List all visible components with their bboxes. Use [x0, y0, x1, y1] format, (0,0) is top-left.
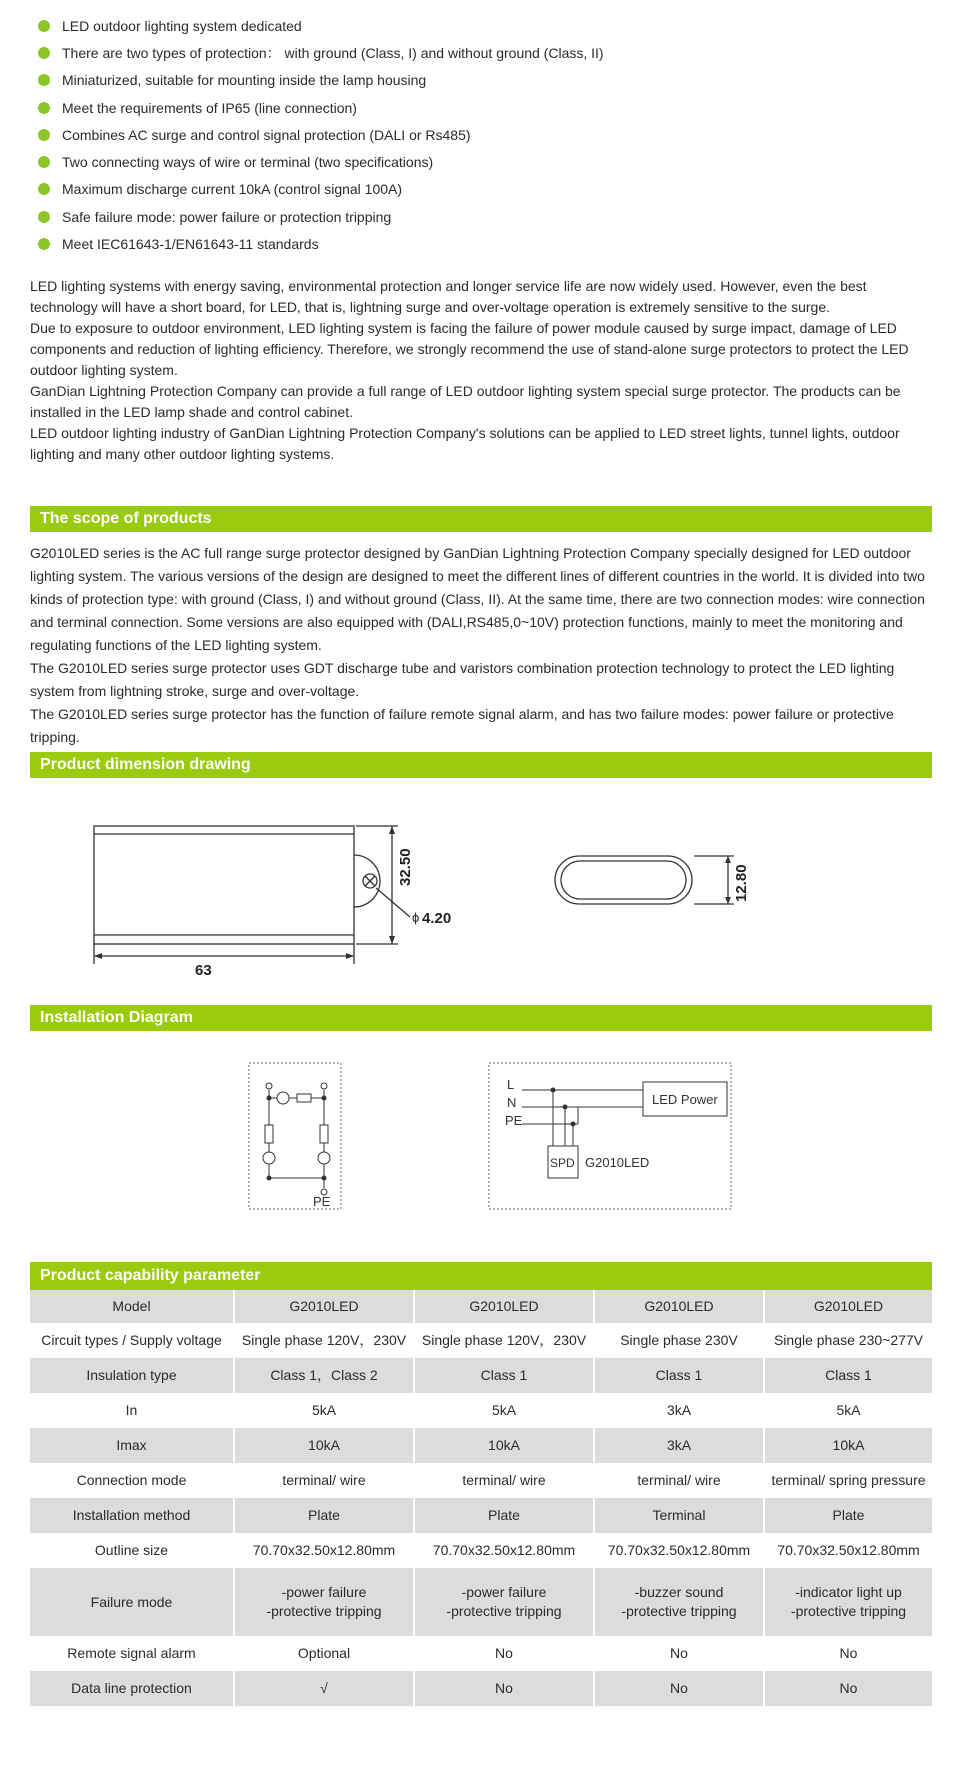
terminal [321, 1083, 327, 1089]
table-cell: Outline size [30, 1533, 234, 1568]
table-cell: Single phase 230V [594, 1323, 764, 1358]
table-cell: Installation method [30, 1498, 234, 1533]
table-row [30, 1671, 932, 1706]
table-cell: G2010LED [594, 1290, 764, 1323]
table-cell: 3kA [594, 1428, 764, 1463]
table-cell: Class 1 [764, 1358, 932, 1393]
feature-text: Maximum discharge current 10kA (control signal 100A) [62, 181, 403, 198]
side-outline-outer [555, 856, 692, 904]
table-cell: G2010LED [414, 1290, 594, 1323]
table-cell: √ [234, 1671, 414, 1706]
table-cell: No [594, 1636, 764, 1671]
feature-text: There are two types of protection： with ground (Class, I) and without ground (Class, II) [62, 44, 604, 61]
housing-outline [94, 826, 354, 944]
side-outline-inner [561, 861, 686, 899]
table-cell: Single phase 120V，230V [234, 1323, 414, 1358]
width-label: 63 [195, 962, 212, 979]
dimension-arrow [725, 856, 731, 863]
table-cell: No [594, 1671, 764, 1706]
junction-dot [267, 1176, 272, 1181]
gdt-symbol [263, 1152, 275, 1164]
feature-text: Combines AC surge and control signal protection (DALI or Rs485) [62, 126, 471, 143]
feature-text: Meet the requirements of IP65 (line connection) [62, 99, 357, 116]
table-cell: Class 1 [594, 1358, 764, 1393]
table-cell: 10kA [234, 1428, 414, 1463]
junction-dot [551, 1088, 556, 1093]
table-cell: 70.70x32.50x12.80mm [594, 1533, 764, 1568]
terminal [266, 1083, 272, 1089]
table-cell: terminal/ wire [594, 1463, 764, 1498]
table-cell: 10kA [764, 1428, 932, 1463]
dimension-arrow [389, 826, 395, 834]
table-row [30, 1568, 932, 1636]
installation-schematic [489, 1063, 731, 1209]
line-label-n: N [507, 1095, 517, 1110]
fuse-symbol [297, 1094, 311, 1102]
feature-text: LED outdoor lighting system dedicated [62, 17, 302, 34]
table-cell: G2010LED [764, 1290, 932, 1323]
thickness-label: 12.80 [733, 864, 750, 902]
table-cell: Remote signal alarm [30, 1636, 234, 1671]
table-row [30, 1533, 932, 1568]
junction-dot [571, 1122, 576, 1127]
table-cell: -indicator light up -protective tripping [764, 1568, 932, 1636]
table-cell: terminal/ wire [234, 1463, 414, 1498]
scope-paragraph: The G2010LED series surge protector has the function of failure remote signal alarm, and has two failure modes: power failure or protective tripping. [30, 706, 894, 745]
table-cell: Optional [234, 1636, 414, 1671]
table-cell: -power failure -protective tripping [414, 1568, 594, 1636]
table-cell: 5kA [836, 1402, 861, 1418]
intro-paragraph: GanDian Lightning Protection Company can provide a full range of LED outdoor lighting system special surge protector. The products can be installed in the LED lamp shade and control cabinet. [30, 383, 901, 420]
intro-paragraph: LED outdoor lighting industry of GanDian Lightning Protection Company's solutions can be applied to LED street lights, tunnel lights, outdoor lighting and many other outdoor lighting systems. [30, 425, 900, 462]
table-row [30, 1636, 932, 1671]
spd-label: SPD [550, 1156, 575, 1170]
table-cell: Insulation type [30, 1358, 234, 1393]
table-cell: terminal/ spring pressure [771, 1472, 926, 1488]
pe-label: PE [313, 1194, 331, 1209]
table-row [30, 1393, 932, 1428]
table-cell: G2010LED [234, 1290, 414, 1323]
section-header-installation: Installation Diagram [30, 1005, 932, 1031]
table-row [30, 1358, 932, 1393]
table-cell: Single phase 230~277V [773, 1332, 924, 1348]
table-cell: Plate [764, 1498, 932, 1533]
section-header-dimension: Product dimension drawing [30, 752, 932, 778]
hole-leader-line [376, 888, 410, 917]
dimension-arrow [389, 936, 395, 944]
line-label-l: L [507, 1077, 515, 1092]
dimension-arrow [725, 897, 731, 904]
table-cell: -power failure -protective tripping [234, 1568, 414, 1636]
junction-dot [563, 1105, 568, 1110]
feature-text: Two connecting ways of wire or terminal (two specifications) [62, 154, 434, 171]
intro-paragraph: LED lighting systems with energy saving, environmental protection and longer service life are now widely used. However, even the best technology will have a short board, for LED, that is, lightning surge and over-voltage operation is extremely sensitive to the surge. [30, 278, 867, 315]
wiring-schematic [249, 1063, 341, 1209]
gdt-symbol [277, 1092, 289, 1104]
table-cell: Imax [30, 1428, 234, 1463]
gdt-symbol [318, 1152, 330, 1164]
table-row [30, 1323, 932, 1358]
spd-model-label: G2010LED [585, 1155, 650, 1170]
section-header-scope: The scope of products [30, 506, 932, 532]
table-cell: Class 1 [414, 1358, 594, 1393]
table-cell: -buzzer sound -protective tripping [594, 1568, 764, 1636]
hole-diameter-label: 4.20 [422, 910, 452, 927]
dimension-arrow [346, 953, 354, 959]
table-cell: Data line protection [30, 1671, 234, 1706]
table-cell: In [30, 1393, 234, 1428]
table-cell: Failure mode [30, 1568, 234, 1636]
table-cell: 70.70x32.50x12.80mm [414, 1533, 594, 1568]
table-cell: Plate [414, 1498, 594, 1533]
capability-table [30, 1290, 932, 1706]
table-cell: Class 1，Class 2 [234, 1358, 414, 1393]
junction-dot [322, 1176, 327, 1181]
feature-text: Meet IEC61643-1/EN61643-11 standards [62, 236, 319, 253]
table-cell: Single phase 120V，230V [414, 1323, 594, 1358]
table-cell: Circuit types / Supply voltage [30, 1323, 234, 1358]
scope-paragraph: G2010LED series is the AC full range surge protector designed by GanDian Lightning Protection Company specially designed for LED outdoor lighting system. The various versions of the design are designed to meet the different lines of different countries in the world. It is divided into two kinds of protection type: with ground (Class, I) and without ground (Class, II). At the same time, there are two connection modes: wire connection and terminal connection. Some versions are also equipped with (DALI,RS485,0~10V) protection functions, mainly to meet the monitoring and regulating functions of the LED lighting system. [30, 545, 925, 653]
table-cell: No [414, 1671, 594, 1706]
dimension-arrow [94, 953, 102, 959]
intro-paragraph: Due to exposure to outdoor environment, LED lighting system is facing the failure of power module caused by surge impact, damage of LED components and reduction of lighting efficiency. Therefore, we strongly recommend the use of stand-alone surge protectors to protect the LED outdoor lighting system. [30, 320, 909, 378]
feature-text: Safe failure mode: power failure or protection tripping [62, 208, 392, 225]
table-cell: 3kA [594, 1393, 764, 1428]
table-cell: Connection mode [30, 1463, 234, 1498]
junction-dot [322, 1096, 327, 1101]
led-power-label: LED Power [652, 1092, 718, 1107]
table-cell: Model [30, 1290, 234, 1323]
hole-symbol: ϕ [412, 910, 420, 925]
table-cell: 5kA [414, 1393, 594, 1428]
table-cell: 5kA [234, 1393, 414, 1428]
table-cell: No [764, 1671, 932, 1706]
section-header-capability: Product capability parameter [30, 1262, 932, 1290]
table-cell: No [839, 1645, 858, 1661]
table-cell: 70.70x32.50x12.80mm [777, 1542, 920, 1558]
scope-paragraph: The G2010LED series surge protector uses GDT discharge tube and varistors combination protection technology to protect the LED lighting system from lightning stroke, surge and over-voltage. [30, 660, 895, 699]
table-row [30, 1463, 932, 1498]
junction-dot [267, 1096, 272, 1101]
table-row [30, 1290, 932, 1323]
table-cell: Plate [234, 1498, 414, 1533]
table-row [30, 1428, 932, 1463]
table-cell: Terminal [594, 1498, 764, 1533]
table-cell: terminal/ wire [414, 1463, 594, 1498]
table-cell: 70.70x32.50x12.80mm [234, 1533, 414, 1568]
table-row [30, 1498, 932, 1533]
height-label: 32.50 [397, 848, 414, 886]
front-view-drawing [94, 826, 410, 964]
side-view-drawing [555, 856, 734, 904]
table-cell: No [414, 1636, 594, 1671]
mounting-tab [354, 855, 380, 907]
feature-text: Miniaturized, suitable for mounting inside the lamp housing [62, 72, 427, 89]
varistor-symbol [265, 1125, 273, 1143]
table-cell: 10kA [414, 1428, 594, 1463]
line-label-pe: PE [505, 1113, 523, 1128]
varistor-symbol [320, 1125, 328, 1143]
